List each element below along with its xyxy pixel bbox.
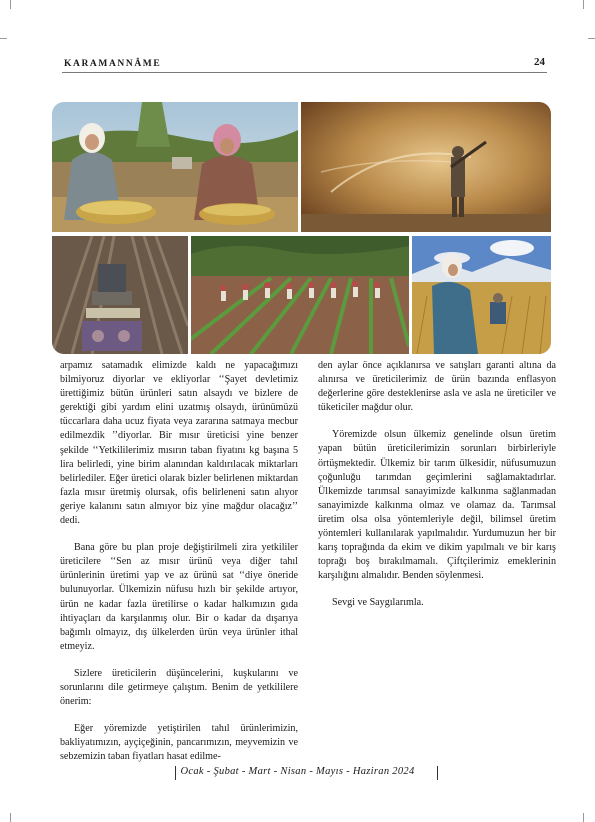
page-header [62, 53, 547, 75]
signoff-text: Sevgi ve Saygılarımla. [332, 597, 424, 609]
crop-mark-bottom-right [583, 813, 584, 822]
page-footer [0, 765, 595, 781]
page-number: 24 [534, 56, 545, 68]
header-rule [62, 72, 547, 73]
crop-mark-left-mid [0, 38, 7, 39]
article-left-column [60, 359, 298, 777]
article-paragraph: Yöremizde olsun ülkemiz genelinde olsun üretim yapan bütün üreticilerimizin sorunları birbirleriyle örtüşmektedir. Ülkemiz bir tarım ülkesidir, nüfusumuzun çoğunluğu tarımdan geçimlerini sağlamaktadırlar. Ülkemizde tarımsal sanayimizde kalkınma sağlanmadan sanayimizde kalkınma olmaz ve olamaz da. Tarımsal üretim olsa olsa yöntemleriyle değil, bilimsel üretim yöntemleri kullanılarak yapılmalıdır. Yurdumuzun her bir karış toprağında da ekim ve dikim yapılmalı ve bir karış toprağı boş bırakılmamalı. Çiftçilerimiz emeklerinin karşılığını almalıdır. Benden söylenmesi. [318, 429, 556, 582]
article-paragraph: Bana göre bu plan proje değiştirilmeli zira yetkililer üreticilere ‘‘Sen az mısır ürünü veya diğer tahıl ürünlerinin üretimi yap ve az ürünü sat ‘‘diye öneride bulunuyorlar. Ülkemizin nüfusu hızlı bir şekilde artıyor, ürün ne kadar fazla üretilirse o kadar halkımızın gıda ihtiyaçları da karşılanmış olur. Bir o kadar da dışarıya bağımlı olmayız, dış ülkelerden ürün veya ürünler ithal etmeyiz. [60, 542, 298, 652]
crop-mark-bottom-left [10, 813, 11, 822]
magazine-name: KARAMANNÂME [64, 59, 162, 69]
tractor-planting-photo [52, 236, 188, 354]
article-paragraph: den aylar önce açıklanırsa ve satışları garanti altına da alınırsa ve üreticilerimiz de ürün bazında enflasyon değerlerine göre desteklenirse asla ve asla ne üreticiler ve tüketiciler mağdur olur. [318, 360, 556, 414]
crop-mark-top-left [10, 0, 11, 9]
footer-divider-right [437, 766, 438, 780]
sprinkler-field-photo [301, 102, 551, 232]
crop-mark-top-right [583, 0, 584, 9]
article-right-column [318, 359, 556, 624]
women-sifting-grain-photo [52, 102, 298, 232]
farm-workers-field-photo [191, 236, 409, 354]
article-paragraph: Sizlere üreticilerin düşüncelerini, kuşkularını ve sorunlarını dile getirmeye çalıştım. Benim de yetkililere önerim: [60, 667, 298, 708]
article-paragraph: arpamız satamadık elimizde kaldı ne yapacağımızı bilmiyoruz diyorlar ve ekliyorlar ‘‘Şayet devletimiz ürettiğimiz bütün ürünleri satın alsaydı ve bizlere de gerektiği gibi yardım elini uzatmış olsaydı, ürünümüzü tüccarlara daha ucuz fiyata veya zararına satmaya mecbur edilmezdik ’’diyorlar. Bir mısır üreticisi yine benzer şekilde ‘‘Yetkililerimiz mısırın taban fiyatını kg başına 5 lira belirledi, yine birim alanından kaldırılacak miktarları belirlediler. Eğer üretici olarak bizler belirlenen miktardan fazla mısır üretmiş olursak, ofis belirleneni satın alıyor geriye kalanını satın almıyor biz yine mağdur olacağız’’ dedi. [60, 360, 298, 527]
photo-collage [52, 102, 551, 354]
issue-dates: Ocak - Şubat - Mart - Nisan - Mayıs - Haziran 2024 [180, 766, 415, 777]
article-paragraph: Eğer yöremizde yetiştirilen tahıl ürünlerimizin, bakliyatımızın, ayçiçeğinin, pancarımızın, meyvemizin ve sebzemizin taban fiyatları hasat edilme- [60, 723, 298, 763]
crop-mark-right-mid [588, 38, 595, 39]
woman-harvesting-wheat-photo [412, 236, 551, 354]
